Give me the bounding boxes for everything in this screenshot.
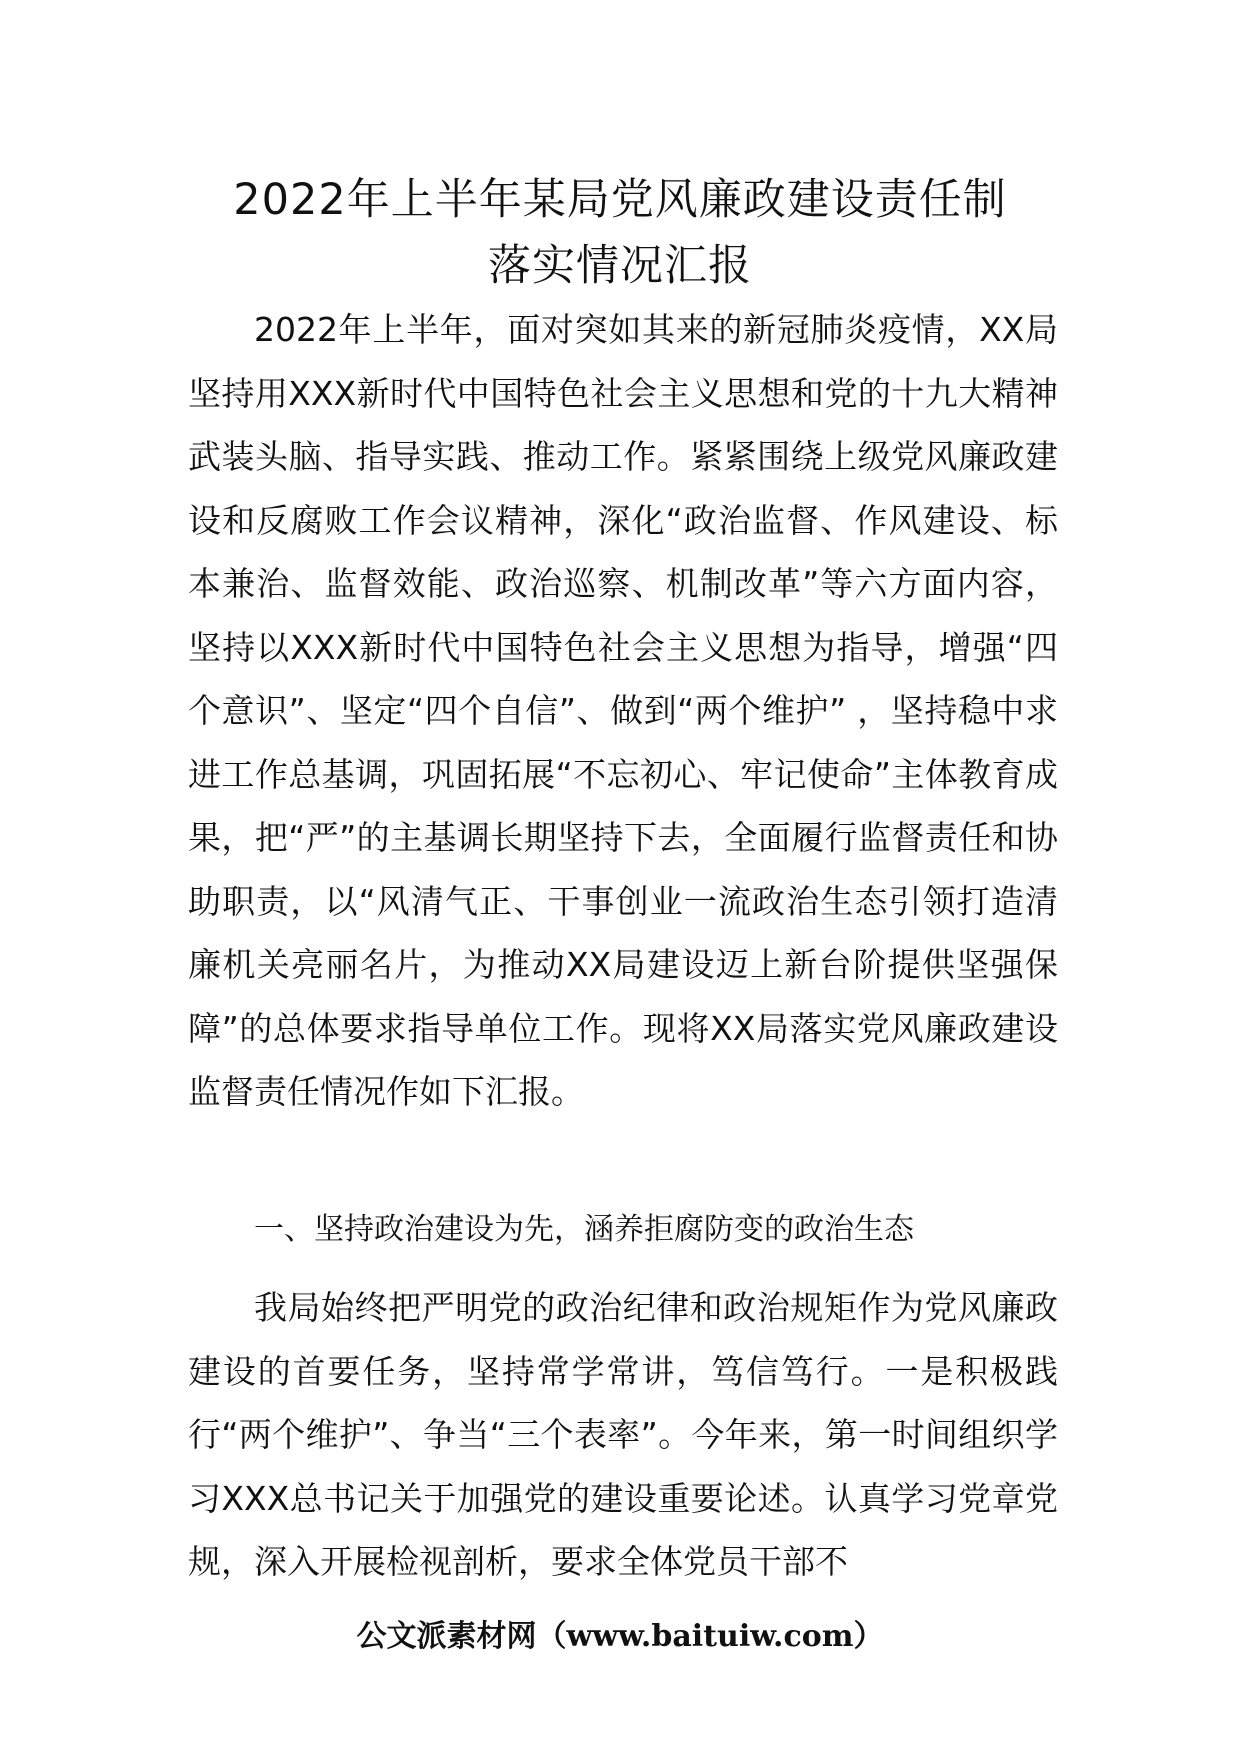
body-paragraph-2: 我局始终把严明党的政治纪律和政治规矩作为党风廉政建设的首要任务，坚持常学常讲，笃信笃行。一是积极践行“两个维护”、争当“三个表率”。今年来，第一时间组织学习XXX总书记关于加强党的建设重要论述。认真学习党章党规，深入开展检视剖析，要求全体党员干部不 (188, 1288, 1058, 1581)
document-title-line-2: 落实情况汇报 (488, 241, 752, 291)
footer-watermark: 公文派素材网（www.baituiw.com） (356, 1619, 884, 1654)
document-title-line-1: 2022年上半年某局党风廉政建设责任制 (233, 175, 1007, 225)
body-paragraph-1: 2022年上半年，面对突如其来的新冠肺炎疫情，XX局坚持用XXX新时代中国特色社会主义思想和党的十九大精神武装头脑、指导实践、推动工作。紧紧围绕上级党风廉政建设和反腐败工作会议精神，深化“政治监督、作风建设、标本兼治、监督效能、政治巡察、机制改革”等六方面内容，坚持以XXX新时代中国特色社会主义思想为指导，增强“四个意识”、坚定“四个自信”、做到“两个维护” ，坚持稳中求进工作总基调，巩固拓展“不忘初心、牢记使命”主体教育成果，把“严”的主基调长期坚持下去，全面履行监督责任和协助职责，以“风清气正、干事创业一流政治生态引领打造清廉机关亮丽名片，为推动XX局建设迈上新台阶提供坚强保障”的总体要求指导单位工作。现将XX局落实党风廉政建设监督责任情况作如下汇报。 (188, 310, 1058, 1111)
section-heading-1: 一、坚持政治建设为先，涵养拒腐防变的政治生态 (254, 1212, 914, 1247)
